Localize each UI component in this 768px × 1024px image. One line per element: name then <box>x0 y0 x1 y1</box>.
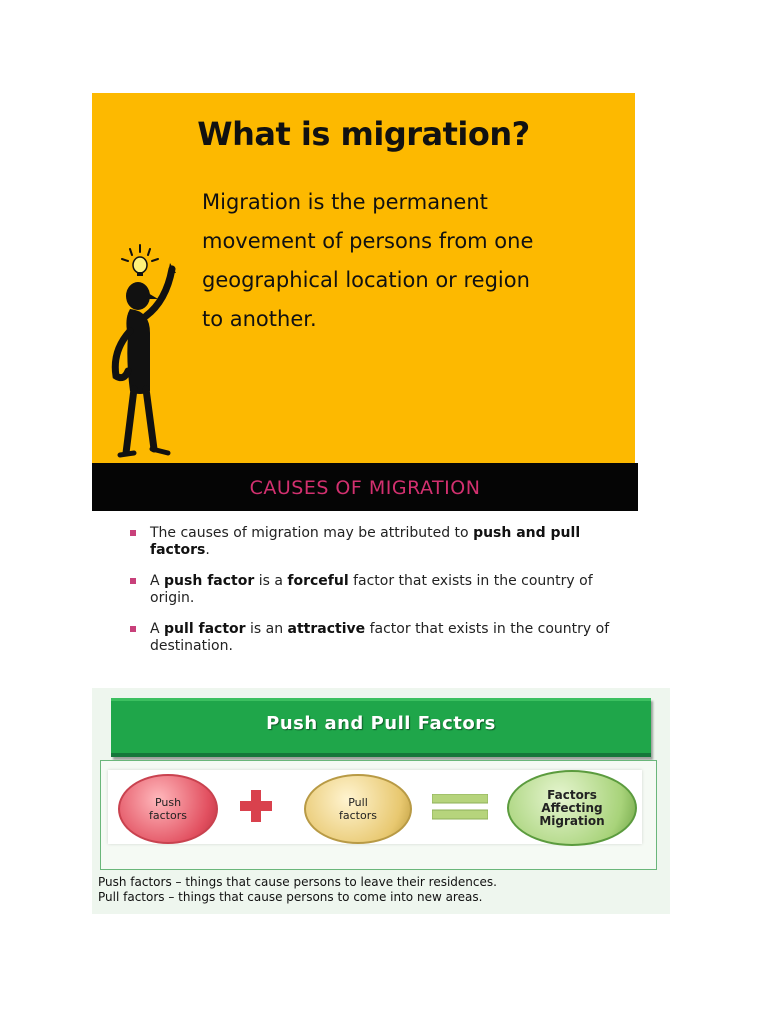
bullet-text: . <box>205 542 210 558</box>
result-label: Factors Affecting Migration <box>539 787 605 828</box>
causes-banner <box>92 463 638 511</box>
bullet-text: is an <box>245 621 288 637</box>
caption-line: Push factors – things that cause persons to leave their residences. <box>98 875 497 889</box>
definition-line: to another. <box>202 307 317 331</box>
bullet-text: A <box>150 573 165 589</box>
push-factors-circle <box>118 774 218 844</box>
pull-factors-circle <box>304 774 412 844</box>
slide-title: What is migration? <box>197 115 530 153</box>
bullet-bold-text: attractive <box>287 621 366 637</box>
causes-bullet-list <box>130 525 630 669</box>
bullet-text: factor that exists in the country of origin. <box>150 573 593 606</box>
factors-affecting-migration-circle <box>507 770 637 846</box>
bullet-item <box>130 573 630 607</box>
bullet-bold-text: push and pull factors <box>150 525 581 558</box>
bullet-item <box>130 621 630 655</box>
bullet-bold-text: pull factor <box>164 621 246 637</box>
slide-title: CAUSES OF MIGRATION <box>249 477 481 499</box>
equals-icon <box>432 794 488 820</box>
factors-caption <box>98 875 668 905</box>
slide-title: Push and Pull Factors <box>266 713 496 734</box>
definition-text <box>202 183 622 339</box>
plus-icon <box>238 788 274 824</box>
push-pull-banner <box>111 698 651 757</box>
definition-line: movement of persons from one <box>202 229 534 253</box>
bullet-icon <box>130 626 136 632</box>
caption-line: Pull factors – things that cause persons to come into new areas. <box>98 890 483 904</box>
slide-push-pull-factors <box>92 688 670 914</box>
bullet-bold-text: push factor <box>164 573 255 589</box>
bullet-text: is a <box>254 573 288 589</box>
slide-what-is-migration <box>92 93 635 463</box>
thinking-stickman-icon <box>100 241 200 461</box>
definition-line: Migration is the permanent <box>202 190 488 214</box>
bullet-text: The causes of migration may be attributed to <box>150 525 474 541</box>
bullet-text: factor that exists in the country of destination. <box>150 621 610 654</box>
push-factors-label: Push factors <box>149 796 187 822</box>
bullet-bold-text: forceful <box>287 573 349 589</box>
pull-factors-label: Pull factors <box>339 796 377 822</box>
bullet-text: A <box>150 621 165 637</box>
definition-line: geographical location or region <box>202 268 530 292</box>
bullet-icon <box>130 530 136 536</box>
bullet-item <box>130 525 630 559</box>
bullet-icon <box>130 578 136 584</box>
